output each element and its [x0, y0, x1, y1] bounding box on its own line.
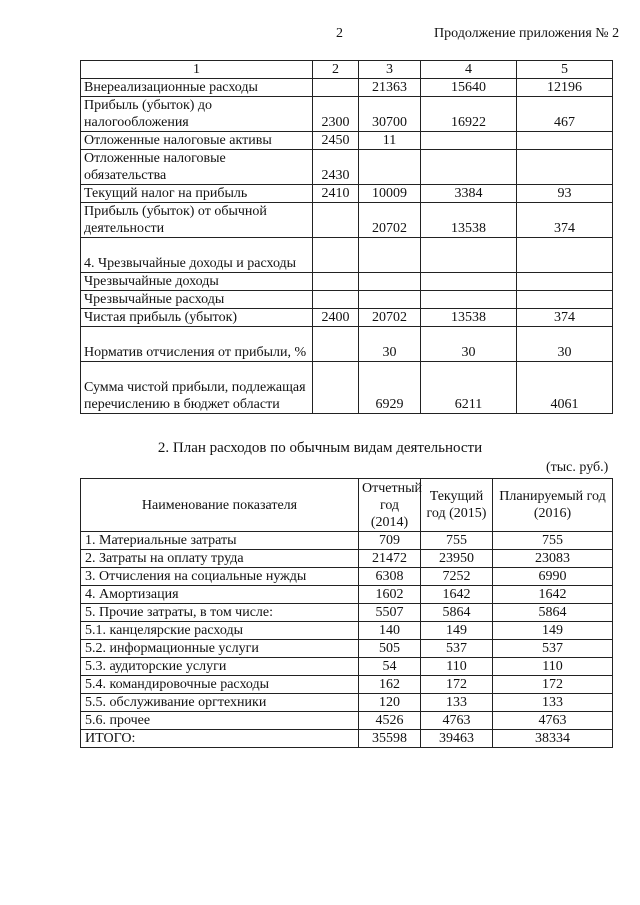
row-value-col5: [517, 291, 613, 309]
header-indicator-name: Наименование показателя: [81, 479, 359, 532]
row-name: 2. Затраты на оплату труда: [81, 550, 359, 568]
row-value-col4: 6211: [421, 362, 517, 414]
row-value-col3: [359, 150, 421, 185]
table-row: [81, 694, 613, 712]
value-2015: 23950: [421, 550, 493, 568]
row-name: 5.6. прочее: [81, 712, 359, 730]
row-name: Сумма чистой прибыли, подлежащая перечислению в бюджет области: [81, 362, 313, 414]
value-2015: 4763: [421, 712, 493, 730]
table-row: [81, 150, 613, 185]
row-value-col4: 13538: [421, 203, 517, 238]
value-2015: 133: [421, 694, 493, 712]
table-row: [81, 640, 613, 658]
value-2015: 755: [421, 532, 493, 550]
table1-header-row: [81, 61, 613, 79]
table1-col-header: 1: [81, 61, 313, 79]
value-2016: 172: [493, 676, 613, 694]
row-name: Текущий налог на прибыль: [81, 185, 313, 203]
row-value-col3: 30: [359, 327, 421, 362]
table1-col-header: 2: [313, 61, 359, 79]
value-2016: 38334: [493, 730, 613, 748]
row-value-col4: 13538: [421, 309, 517, 327]
table1-col-header: 5: [517, 61, 613, 79]
value-2014: 1602: [359, 586, 421, 604]
value-2015: 1642: [421, 586, 493, 604]
page-number: 2: [336, 26, 343, 41]
value-2016: 133: [493, 694, 613, 712]
row-code: 2430: [313, 150, 359, 185]
table-row: [81, 532, 613, 550]
value-2014: 162: [359, 676, 421, 694]
row-value-col3: 11: [359, 132, 421, 150]
table-row: [81, 273, 613, 291]
row-value-col5: 4061: [517, 362, 613, 414]
value-2015: 7252: [421, 568, 493, 586]
value-2014: 54: [359, 658, 421, 676]
row-value-col4: [421, 132, 517, 150]
row-name: Норматив отчисления от прибыли, %: [81, 327, 313, 362]
table-row: [81, 658, 613, 676]
row-value-col3: 6929: [359, 362, 421, 414]
row-value-col5: [517, 132, 613, 150]
row-value-col4: [421, 150, 517, 185]
row-value-col3: 10009: [359, 185, 421, 203]
table-row: [81, 97, 613, 132]
table-row: [81, 238, 613, 273]
row-name: 5.5. обслуживание оргтехники: [81, 694, 359, 712]
header-current-year: Текущий год (2015): [421, 479, 493, 532]
row-value-col4: 15640: [421, 79, 517, 97]
row-value-col5: 374: [517, 309, 613, 327]
row-name: 5.3. аудиторские услуги: [81, 658, 359, 676]
value-2016: 23083: [493, 550, 613, 568]
row-name: 4. Амортизация: [81, 586, 359, 604]
row-value-col5: 12196: [517, 79, 613, 97]
row-name: 5. Прочие затраты, в том числе:: [81, 604, 359, 622]
financial-results-table: [80, 60, 613, 414]
table-row: [81, 622, 613, 640]
table-row: [81, 362, 613, 414]
row-code: [313, 362, 359, 414]
table-row: [81, 132, 613, 150]
row-name: Чрезвычайные расходы: [81, 291, 313, 309]
row-name: Чистая прибыль (убыток): [81, 309, 313, 327]
row-name: 1. Материальные затраты: [81, 532, 359, 550]
row-value-col5: [517, 238, 613, 273]
value-2016: 5864: [493, 604, 613, 622]
row-code: [313, 273, 359, 291]
row-name: ИТОГО:: [81, 730, 359, 748]
row-name: 5.4. командировочные расходы: [81, 676, 359, 694]
table-row: [81, 327, 613, 362]
value-2015: 149: [421, 622, 493, 640]
row-code: 2300: [313, 97, 359, 132]
row-value-col3: [359, 291, 421, 309]
row-value-col4: 30: [421, 327, 517, 362]
value-2014: 5507: [359, 604, 421, 622]
row-code: 2400: [313, 309, 359, 327]
row-name: 3. Отчисления на социальные нужды: [81, 568, 359, 586]
row-value-col4: 3384: [421, 185, 517, 203]
value-2016: 1642: [493, 586, 613, 604]
table-row: [81, 185, 613, 203]
value-2014: 6308: [359, 568, 421, 586]
table1-col-header: 4: [421, 61, 517, 79]
row-value-col5: 374: [517, 203, 613, 238]
expenses-plan-table: [80, 478, 613, 748]
value-2015: 39463: [421, 730, 493, 748]
value-2014: 35598: [359, 730, 421, 748]
row-value-col4: [421, 238, 517, 273]
row-value-col5: [517, 150, 613, 185]
value-2016: 6990: [493, 568, 613, 586]
row-code: [313, 327, 359, 362]
row-name: Отложенные налоговые активы: [81, 132, 313, 150]
row-code: [313, 203, 359, 238]
units-label: (тыс. руб.): [546, 460, 609, 475]
table-row: [81, 203, 613, 238]
table-row: [81, 712, 613, 730]
row-value-col3: 30700: [359, 97, 421, 132]
row-code: 2410: [313, 185, 359, 203]
header-reported-year: Отчетный год (2014): [359, 479, 421, 532]
row-value-col3: 20702: [359, 203, 421, 238]
row-value-col3: [359, 238, 421, 273]
value-2016: 149: [493, 622, 613, 640]
table-row: [81, 604, 613, 622]
table-row: [81, 309, 613, 327]
table-row: [81, 730, 613, 748]
value-2014: 505: [359, 640, 421, 658]
value-2016: 4763: [493, 712, 613, 730]
row-code: 2450: [313, 132, 359, 150]
row-value-col3: 20702: [359, 309, 421, 327]
appendix-continuation-label: Продолжение приложения № 2: [434, 26, 620, 41]
value-2014: 4526: [359, 712, 421, 730]
row-name: Внереализационные расходы: [81, 79, 313, 97]
row-value-col5: 93: [517, 185, 613, 203]
row-value-col5: 30: [517, 327, 613, 362]
value-2014: 140: [359, 622, 421, 640]
row-code: [313, 79, 359, 97]
row-value-col4: [421, 291, 517, 309]
row-name: 4. Чрезвычайные доходы и расходы: [81, 238, 313, 273]
row-value-col4: [421, 273, 517, 291]
row-name: 5.1. канцелярские расходы: [81, 622, 359, 640]
value-2014: 21472: [359, 550, 421, 568]
row-value-col5: 467: [517, 97, 613, 132]
value-2014: 709: [359, 532, 421, 550]
row-name: Чрезвычайные доходы: [81, 273, 313, 291]
row-value-col4: 16922: [421, 97, 517, 132]
value-2015: 172: [421, 676, 493, 694]
value-2015: 5864: [421, 604, 493, 622]
value-2014: 120: [359, 694, 421, 712]
table-row: [81, 568, 613, 586]
table-row: [81, 676, 613, 694]
value-2016: 537: [493, 640, 613, 658]
value-2015: 537: [421, 640, 493, 658]
row-name: Прибыль (убыток) до налогообложения: [81, 97, 313, 132]
value-2016: 755: [493, 532, 613, 550]
table-row: [81, 586, 613, 604]
table2-header-row: [81, 479, 613, 532]
table-row: [81, 550, 613, 568]
section2-title: 2. План расходов по обычным видам деятельности: [157, 440, 483, 456]
header-planned-year: Планируемый год (2016): [493, 479, 613, 532]
table-row: [81, 79, 613, 97]
value-2016: 110: [493, 658, 613, 676]
row-value-col3: [359, 273, 421, 291]
row-value-col5: [517, 273, 613, 291]
row-value-col3: 21363: [359, 79, 421, 97]
table1-col-header: 3: [359, 61, 421, 79]
row-code: [313, 291, 359, 309]
row-code: [313, 238, 359, 273]
table-row: [81, 291, 613, 309]
row-name: Отложенные налоговые обязательства: [81, 150, 313, 185]
value-2015: 110: [421, 658, 493, 676]
row-name: Прибыль (убыток) от обычной деятельности: [81, 203, 313, 238]
row-name: 5.2. информационные услуги: [81, 640, 359, 658]
